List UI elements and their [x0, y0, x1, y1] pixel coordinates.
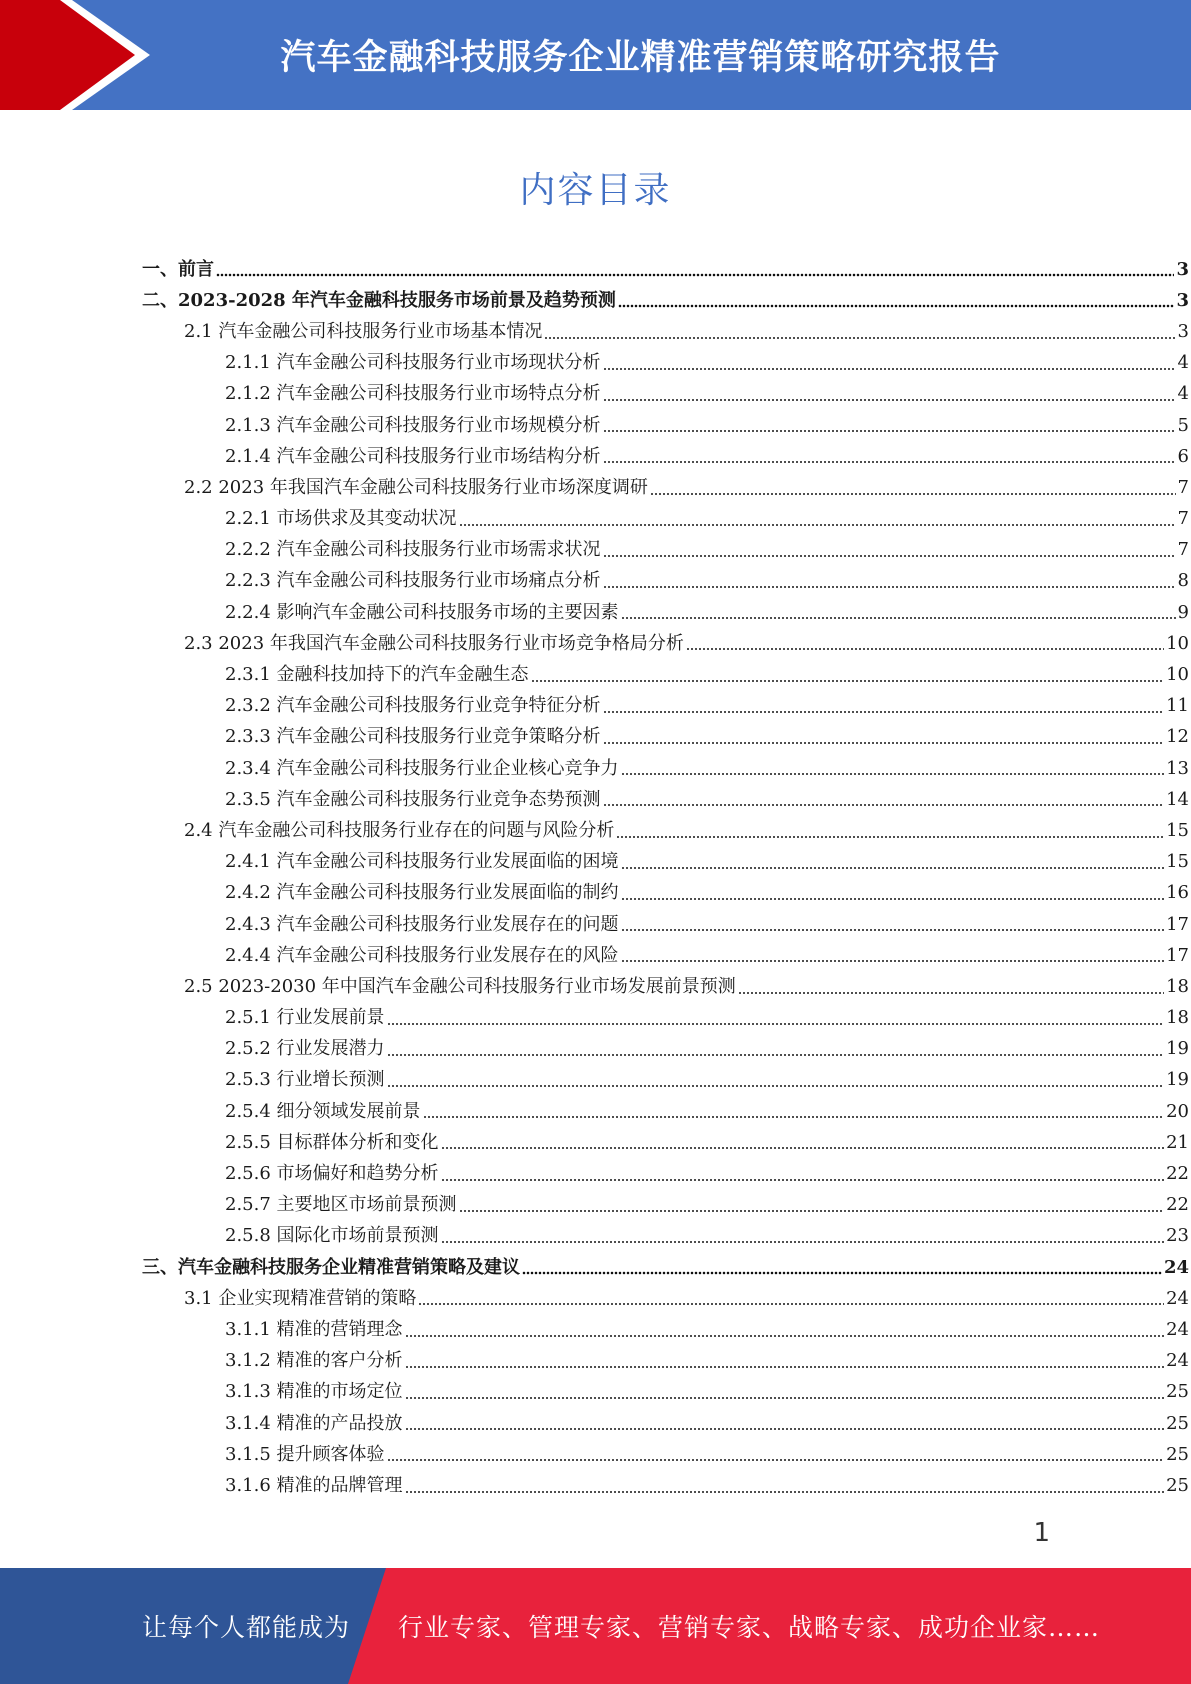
toc-entry[interactable] — [0, 753, 1189, 784]
toc-entry[interactable] — [0, 410, 1189, 441]
toc-entry-page: 15 — [1166, 819, 1189, 841]
toc-entry-label: 2.5.8 国际化市场前景预测 — [225, 1225, 439, 1247]
toc-entry-label: 2.1.1 汽车金融公司科技服务行业市场现状分析 — [225, 352, 601, 374]
toc-entry[interactable] — [0, 847, 1189, 878]
toc-entry[interactable] — [0, 628, 1189, 659]
toc-entry-label: 2.1.3 汽车金融公司科技服务行业市场规模分析 — [225, 414, 601, 436]
toc-entry[interactable] — [0, 1158, 1189, 1189]
toc-entry[interactable] — [0, 348, 1189, 379]
toc-entry-page: 16 — [1166, 882, 1189, 904]
report-title: 汽车金融科技服务企业精准营销策略研究报告 — [280, 38, 1001, 78]
toc-entry-page: 4 — [1177, 352, 1189, 374]
toc-entry-page: 21 — [1166, 1131, 1189, 1153]
toc-entry-label: 3.1.5 提升顾客体验 — [225, 1443, 385, 1465]
dot-leader — [459, 1208, 1165, 1214]
toc-entry-page: 17 — [1166, 944, 1189, 966]
footer-slogan-left: 让每个人都能成为 — [142, 1613, 351, 1642]
toc-entry-label: 2.1 汽车金融公司科技服务行业市场基本情况 — [184, 320, 543, 342]
dot-leader — [387, 1457, 1165, 1463]
toc-entry-page: 14 — [1166, 788, 1189, 810]
dot-leader — [387, 1083, 1165, 1089]
toc-entry[interactable] — [0, 1314, 1189, 1345]
toc-entry-page: 10 — [1166, 632, 1189, 654]
toc-entry[interactable] — [0, 971, 1189, 1002]
dot-leader — [216, 272, 1174, 278]
toc-entry-label: 2.2.4 影响汽车金融公司科技服务市场的主要因素 — [225, 601, 619, 623]
toc-entry[interactable] — [0, 1003, 1189, 1034]
toc-entry[interactable] — [0, 379, 1189, 410]
toc-entry-page: 22 — [1166, 1163, 1189, 1185]
dot-leader — [621, 615, 1176, 621]
toc-entry-label: 一、前言 — [142, 258, 214, 280]
toc-entry-label: 3.1.4 精准的产品投放 — [225, 1412, 403, 1434]
dot-leader — [621, 896, 1165, 902]
toc-entry-label: 2.5 2023-2030 年中国汽车金融公司科技服务行业市场发展前景预测 — [184, 975, 736, 997]
toc-entry-label: 2.2.2 汽车金融公司科技服务行业市场需求状况 — [225, 539, 601, 561]
toc-list — [0, 254, 1191, 1502]
dot-leader — [522, 1270, 1162, 1276]
toc-entry[interactable] — [0, 878, 1189, 909]
page-number: 1 — [1033, 1518, 1050, 1548]
toc-entry-page: 20 — [1166, 1100, 1189, 1122]
dot-leader — [441, 1177, 1165, 1183]
toc-entry-page: 7 — [1177, 508, 1189, 530]
toc-entry-page: 15 — [1166, 851, 1189, 873]
toc-entry-label: 2.3.5 汽车金融公司科技服务行业竞争态势预测 — [225, 788, 601, 810]
dot-leader — [544, 335, 1175, 341]
toc-entry-page: 12 — [1166, 726, 1189, 748]
toc-entry[interactable] — [0, 504, 1189, 535]
toc-title: 内容目录 — [519, 170, 672, 211]
toc-entry-page: 19 — [1166, 1069, 1189, 1091]
toc-entry-label: 三、汽车金融科技服务企业精准营销策略及建议 — [142, 1256, 520, 1278]
dot-leader — [603, 802, 1165, 808]
toc-entry-page: 9 — [1177, 601, 1189, 623]
toc-entry-page: 24 — [1163, 1256, 1189, 1278]
toc-entry-page: 24 — [1166, 1287, 1189, 1309]
toc-entry-label: 3.1.3 精准的市场定位 — [225, 1381, 403, 1403]
toc-entry-label: 2.5.4 细分领域发展前景 — [225, 1100, 421, 1122]
dot-leader — [418, 1301, 1164, 1307]
toc-entry[interactable] — [0, 815, 1189, 846]
dot-leader — [621, 927, 1165, 933]
dot-leader — [423, 1114, 1165, 1120]
toc-entry-label: 2.5.6 市场偏好和趋势分析 — [225, 1163, 439, 1185]
dot-leader — [603, 584, 1176, 590]
toc-entry-page: 8 — [1177, 570, 1189, 592]
toc-entry-label: 2.1.4 汽车金融公司科技服务行业市场结构分析 — [225, 445, 601, 467]
toc-entry-label: 2.5.1 行业发展前景 — [225, 1007, 385, 1029]
toc-entry-page: 18 — [1166, 975, 1189, 997]
toc-entry-label: 2.4.2 汽车金融公司科技服务行业发展面临的制约 — [225, 882, 619, 904]
toc-entry[interactable] — [0, 535, 1189, 566]
toc-entry[interactable] — [0, 1252, 1189, 1283]
dot-leader — [686, 646, 1164, 652]
dot-leader — [405, 1395, 1165, 1401]
toc-entry[interactable] — [0, 254, 1189, 285]
toc-entry-page: 22 — [1166, 1194, 1189, 1216]
toc-entry[interactable] — [0, 784, 1189, 815]
toc-entry-label: 2.2.1 市场供求及其变动状况 — [225, 508, 457, 530]
dot-leader — [621, 865, 1165, 871]
dot-leader — [387, 1021, 1165, 1027]
toc-entry[interactable] — [0, 691, 1189, 722]
toc-entry[interactable] — [0, 597, 1189, 628]
toc-entry-label: 2.2.3 汽车金融公司科技服务行业市场痛点分析 — [225, 570, 601, 592]
dot-leader — [603, 397, 1176, 403]
toc-entry-page: 25 — [1166, 1412, 1189, 1434]
toc-entry-label: 2.2 2023 年我国汽车金融公司科技服务行业市场深度调研 — [184, 476, 648, 498]
toc-entry[interactable] — [0, 566, 1189, 597]
toc-entry-page: 3 — [1176, 258, 1189, 280]
chevron-arrow-icon — [0, 0, 160, 110]
dot-leader — [603, 709, 1165, 715]
dot-leader — [531, 678, 1165, 684]
toc-entry[interactable] — [0, 1065, 1189, 1096]
dot-leader — [405, 1364, 1165, 1370]
toc-entry[interactable] — [0, 441, 1189, 472]
toc-entry-label: 2.4.3 汽车金融公司科技服务行业发展存在的问题 — [225, 913, 619, 935]
toc-entry[interactable] — [0, 1283, 1189, 1314]
dot-leader — [603, 553, 1176, 559]
dot-leader — [441, 1145, 1165, 1151]
toc-entry-page: 18 — [1166, 1007, 1189, 1029]
toc-entry[interactable] — [0, 659, 1189, 690]
dot-leader — [616, 834, 1164, 840]
toc-entry-page: 19 — [1166, 1038, 1189, 1060]
toc-entry[interactable] — [0, 722, 1189, 753]
toc-entry-label: 2.5.5 目标群体分析和变化 — [225, 1131, 439, 1153]
dot-leader — [459, 522, 1176, 528]
toc-entry[interactable] — [0, 472, 1189, 503]
header-banner — [0, 0, 1191, 110]
toc-entry[interactable] — [0, 1408, 1189, 1439]
toc-entry-label: 2.3.2 汽车金融公司科技服务行业竞争特征分析 — [225, 695, 601, 717]
dot-leader — [387, 1052, 1165, 1058]
toc-entry-page: 25 — [1166, 1474, 1189, 1496]
toc-entry-label: 2.3.4 汽车金融公司科技服务行业企业核心竞争力 — [225, 757, 619, 779]
toc-entry-page: 13 — [1166, 757, 1189, 779]
toc-entry-page: 24 — [1166, 1350, 1189, 1372]
toc-entry-page: 3 — [1176, 289, 1189, 311]
dot-leader — [621, 958, 1165, 964]
toc-entry-page: 4 — [1177, 383, 1189, 405]
dot-leader — [603, 740, 1165, 746]
toc-entry-label: 2.4.1 汽车金融公司科技服务行业发展面临的困境 — [225, 851, 619, 873]
toc-entry-page: 10 — [1166, 664, 1189, 686]
toc-entry[interactable] — [0, 1470, 1189, 1501]
toc-entry-label: 2.3.1 金融科技加持下的汽车金融生态 — [225, 664, 529, 686]
toc-entry-page: 3 — [1177, 320, 1189, 342]
toc-entry[interactable] — [0, 1096, 1189, 1127]
toc-entry[interactable] — [0, 1346, 1189, 1377]
toc-entry-label: 2.3.3 汽车金融公司科技服务行业竞争策略分析 — [225, 726, 601, 748]
dot-leader — [603, 366, 1176, 372]
dot-leader — [405, 1489, 1165, 1495]
toc-entry-page: 7 — [1177, 539, 1189, 561]
toc-entry-page: 17 — [1166, 913, 1189, 935]
dot-leader — [618, 303, 1175, 309]
toc-entry-page: 5 — [1177, 414, 1189, 436]
toc-entry-page: 25 — [1166, 1443, 1189, 1465]
toc-entry-label: 2.5.3 行业增长预测 — [225, 1069, 385, 1091]
toc-entry-page: 6 — [1177, 445, 1189, 467]
dot-leader — [603, 428, 1176, 434]
toc-entry[interactable] — [0, 1034, 1189, 1065]
toc-entry[interactable] — [0, 909, 1189, 940]
toc-entry-label: 3.1.1 精准的营销理念 — [225, 1318, 403, 1340]
toc-entry[interactable] — [0, 316, 1189, 347]
toc-entry-label: 3.1.2 精准的客户分析 — [225, 1350, 403, 1372]
toc-entry-label: 3.1 企业实现精准营销的策略 — [184, 1287, 417, 1309]
toc-entry[interactable] — [0, 1377, 1189, 1408]
dot-leader — [650, 491, 1176, 497]
dot-leader — [405, 1333, 1165, 1339]
toc-entry-label: 二、2023-2028 年汽车金融科技服务市场前景及趋势预测 — [142, 289, 616, 311]
toc-entry[interactable] — [0, 1439, 1189, 1470]
toc-entry[interactable] — [0, 940, 1189, 971]
toc-entry-label: 2.4 汽车金融公司科技服务行业存在的问题与风险分析 — [184, 819, 615, 841]
toc-entry-page: 24 — [1166, 1318, 1189, 1340]
footer-slogan-right: 行业专家、管理专家、营销专家、战略专家、成功企业家…… — [398, 1613, 1101, 1642]
toc-entry-label: 2.5.2 行业发展潜力 — [225, 1038, 385, 1060]
toc-entry-label: 2.1.2 汽车金融公司科技服务行业市场特点分析 — [225, 383, 601, 405]
toc-entry-label: 2.4.4 汽车金融公司科技服务行业发展存在的风险 — [225, 944, 619, 966]
toc-entry-page: 23 — [1166, 1225, 1189, 1247]
toc-entry-label: 2.3 2023 年我国汽车金融公司科技服务行业市场竞争格局分析 — [184, 632, 684, 654]
toc-entry[interactable] — [0, 1127, 1189, 1158]
dot-leader — [603, 459, 1176, 465]
toc-entry-page: 25 — [1166, 1381, 1189, 1403]
dot-leader — [405, 1426, 1165, 1432]
toc-entry[interactable] — [0, 1190, 1189, 1221]
footer-banner — [0, 1568, 1191, 1684]
dot-leader — [441, 1239, 1165, 1245]
toc-entry-label: 2.5.7 主要地区市场前景预测 — [225, 1194, 457, 1216]
toc-entry-page: 11 — [1166, 695, 1189, 717]
toc-entry-label: 3.1.6 精准的品牌管理 — [225, 1474, 403, 1496]
dot-leader — [621, 771, 1165, 777]
toc-entry[interactable] — [0, 1221, 1189, 1252]
toc-entry[interactable] — [0, 285, 1189, 316]
dot-leader — [738, 990, 1164, 996]
toc-entry-page: 7 — [1177, 476, 1189, 498]
